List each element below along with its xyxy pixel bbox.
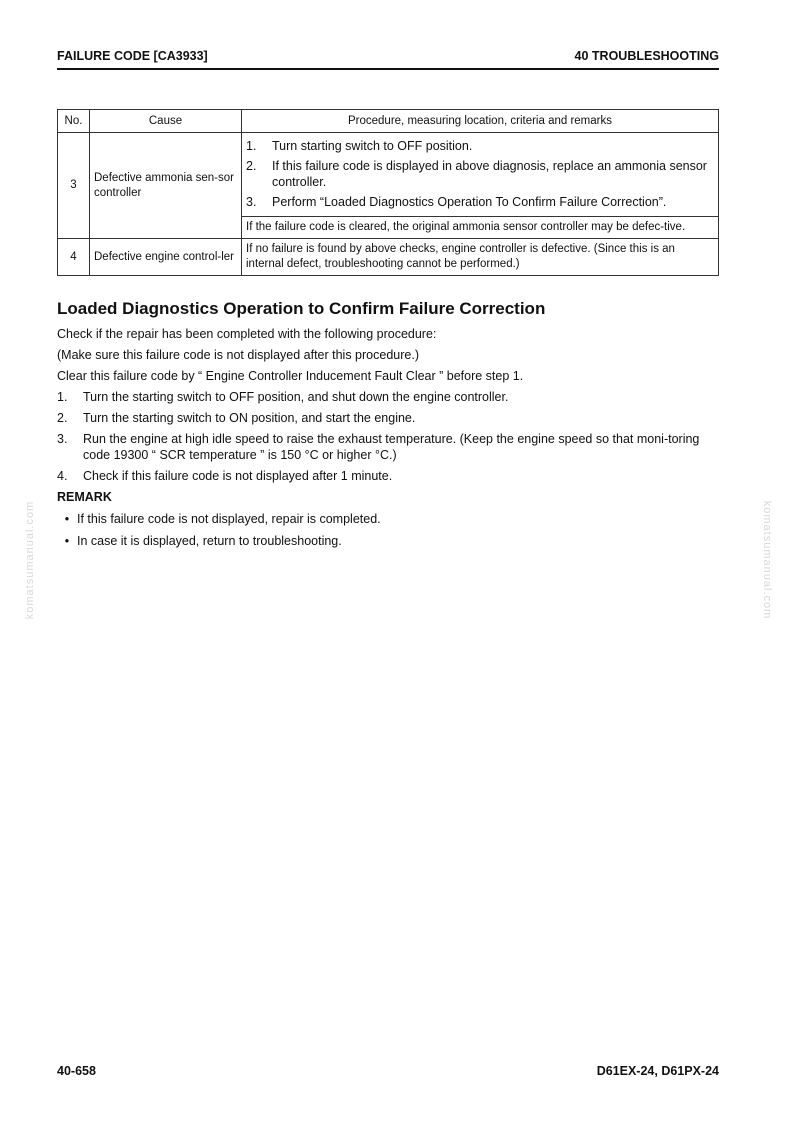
table-row [58, 133, 719, 217]
table-row [58, 239, 719, 276]
page-header [57, 49, 719, 65]
row-number: 4 [58, 239, 90, 276]
step-text: Perform “Loaded Diagnostics Operation To Confirm Failure Correction”. [272, 195, 667, 209]
bullet-icon: • [64, 512, 70, 526]
procedure-step [246, 138, 714, 154]
step-number: 1. [246, 139, 257, 153]
procedure-step [246, 158, 714, 190]
list-number: 3. [57, 432, 68, 446]
step-number: 3. [246, 195, 257, 209]
procedure-step [246, 194, 714, 210]
procedure-note: If the failure code is cleared, the original ammonia sensor controller may be defec-tive. [242, 217, 719, 239]
section-title: Loaded Diagnostics Operation to Confirm Failure Correction [57, 299, 546, 318]
row-number: 3 [58, 133, 90, 239]
bullet-icon: • [64, 534, 70, 548]
step-text: If this failure code is displayed in above diagnosis, replace an ammonia sensor controller. [272, 159, 707, 189]
page-footer [57, 1064, 719, 1080]
procedure-text: If no failure is found by above checks, engine controller is defective. (Since this is an internal defect, troubleshooting cannot be performed.) [242, 239, 719, 276]
list-number: 1. [57, 390, 68, 404]
intro-paragraph: (Make sure this failure code is not displayed after this procedure.) [57, 348, 419, 362]
step-text: Turn starting switch to OFF position. [272, 139, 473, 153]
section-body [57, 326, 719, 555]
list-number: 2. [57, 411, 68, 425]
model-name: D61EX-24, D61PX-24 [596, 1064, 719, 1078]
list-item [57, 410, 719, 426]
remark-text: If this failure code is not displayed, repair is completed. [77, 512, 381, 526]
remark-list [57, 511, 719, 549]
list-text: Turn the starting switch to ON position, and start the engine. [83, 411, 416, 425]
troubleshooting-table [57, 109, 719, 276]
header-no: No. [58, 110, 90, 133]
list-number: 4. [57, 469, 68, 483]
procedure-steps [242, 133, 719, 217]
remark-text: In case it is displayed, return to troubleshooting. [77, 534, 342, 548]
list-item [57, 468, 719, 484]
header-divider [57, 68, 719, 70]
header-section-code: FAILURE CODE [CA3933] [57, 49, 208, 63]
list-item [57, 389, 719, 405]
remark-heading: REMARK [57, 490, 112, 504]
row-cause: Defective engine control-ler [90, 239, 242, 276]
table-header-row [58, 110, 719, 133]
intro-paragraph: Clear this failure code by “ Engine Controller Inducement Fault Clear ” before step 1. [57, 369, 524, 383]
page-number: 40-658 [57, 1064, 96, 1078]
watermark-right: komatsumanual.com [761, 500, 773, 620]
list-item [57, 533, 719, 549]
header-procedure: Procedure, measuring location, criteria and remarks [242, 110, 719, 133]
list-text: Check if this failure code is not displayed after 1 minute. [83, 469, 393, 483]
list-item [57, 431, 719, 463]
header-cause: Cause [90, 110, 242, 133]
step-number: 2. [246, 159, 257, 173]
row-cause: Defective ammonia sen-sor controller [90, 133, 242, 239]
watermark-left: komatsumanual.com [24, 500, 36, 620]
list-item [57, 511, 719, 527]
intro-paragraph: Check if the repair has been completed with the following procedure: [57, 327, 437, 341]
header-chapter: 40 TROUBLESHOOTING [574, 49, 719, 63]
procedure-list [57, 389, 719, 484]
list-text: Turn the starting switch to OFF position, and shut down the engine controller. [83, 390, 509, 404]
list-text: Run the engine at high idle speed to raise the exhaust temperature. (Keep the engine speed so that moni-toring code 19300 “ SCR temperature ” is 150 °C or higher °C.) [83, 432, 700, 462]
